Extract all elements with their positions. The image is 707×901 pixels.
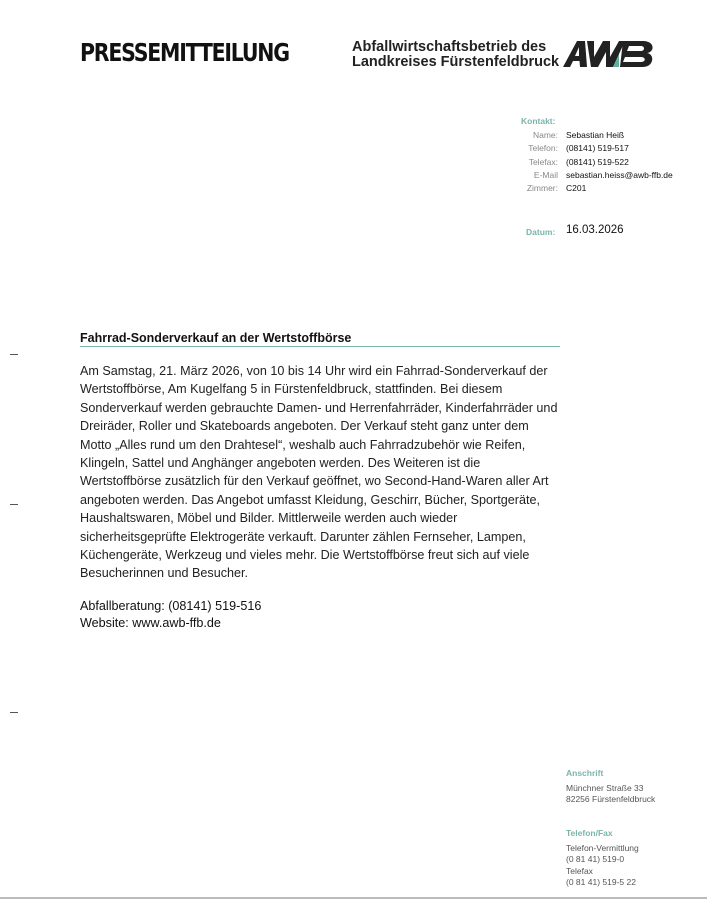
contact-label: Telefon: <box>528 143 558 153</box>
body-line: Haushaltswaren, Möbel und Bilder. Mittlerweile werden auch wieder <box>80 511 458 526</box>
page-bottom-border <box>0 897 707 899</box>
article-body <box>80 362 570 583</box>
contact-info <box>80 598 261 632</box>
org-line-2: Landkreises Fürstenfeldbruck <box>352 54 560 70</box>
footer-address <box>566 768 655 806</box>
contact-label: E-Mail <box>533 170 558 180</box>
body-line: Küchengeräte, Werkzeug und vieles mehr. Die Wertstoffbörse freut sich auf viele <box>80 548 530 563</box>
fold-mark <box>10 354 18 355</box>
contact-heading: Kontakt: <box>521 116 556 126</box>
awb-logo <box>563 40 655 68</box>
phone-line: Telefax <box>566 865 593 876</box>
contact-email[interactable]: sebastian.heiss@awb-ffb.de <box>566 170 673 180</box>
body-line: sicherheitsgeprüfte Elektrogeräte verkauft. Darunter zählen Fernseher, Lampen, <box>80 529 526 544</box>
body-line: Besucherinnen und Besucher. <box>80 566 249 581</box>
address-heading: Anschrift <box>566 768 604 778</box>
contact-label: Zimmer: <box>526 183 558 193</box>
phone-line: (0 81 41) 519-5 22 <box>566 877 636 887</box>
body-line: Wertstoffbörse zusätzlich für den Verkauf geöffnet, wo Second-Hand-Waren aller Art <box>80 474 549 489</box>
phone-line: (0 81 41) 519-0 <box>566 854 625 864</box>
website-link[interactable]: Website: www.awb-ffb.de <box>80 616 221 630</box>
address-line: 82256 Fürstenfeldbruck <box>566 794 656 804</box>
organization-name <box>352 40 559 70</box>
footer-phone <box>566 828 639 889</box>
contact-label: Name: <box>532 130 558 140</box>
contact-fax: (08141) 519-522 <box>566 156 629 167</box>
title-underline <box>80 346 560 347</box>
document-title: PRESSEMITTEILUNG <box>80 38 289 67</box>
contact-room: C201 <box>566 183 587 193</box>
body-line: angeboten werden. Das Angebot umfasst Kleidung, Geschirr, Bücher, Sportgeräte, <box>80 492 540 507</box>
address-line: Münchner Straße 33 <box>566 782 644 793</box>
body-line: Klingeln, Sattel und Anghänger angeboten werden. Des Weiteren ist die <box>80 456 481 471</box>
body-line: Dreiräder, Roller und Skateboards angeboten. Der Verkauf steht ganz unter dem <box>80 419 529 434</box>
phone-heading: Telefon/Fax <box>566 828 613 838</box>
body-line: Motto „Alles rund um den Drahtesel“, weshalb auch Fahrradzubehör wie Reifen, <box>80 437 526 452</box>
article-title: Fahrrad-Sonderverkauf an der Wertstoffbörse <box>80 331 352 345</box>
phone-line: Telefon-Vermittlung <box>566 842 639 853</box>
date-value: 16.03.2026 <box>566 224 624 236</box>
punch-mark <box>10 504 18 505</box>
contact-label: Telefax: <box>528 156 558 167</box>
body-line: Sonderverkauf werden gebrauchte Damen- und Herrenfahrräder, Kinderfahrräder und <box>80 400 558 415</box>
body-line: Wertstoffbörse, Am Kugelfang 5 in Fürstenfeldbruck, stattfinden. Bei diesem <box>80 382 503 397</box>
hotline: Abfallberatung: (08141) 519-516 <box>80 599 262 613</box>
contact-name: Sebastian Heiß <box>566 130 625 140</box>
fold-mark <box>10 712 18 713</box>
contact-phone: (08141) 519-517 <box>566 143 629 153</box>
org-line-1: Abfallwirtschaftsbetrieb des <box>352 39 547 55</box>
date-label: Datum: <box>526 227 556 237</box>
body-line: Am Samstag, 21. März 2026, von 10 bis 14 Uhr wird ein Fahrrad-Sonderverkauf der <box>80 364 548 378</box>
